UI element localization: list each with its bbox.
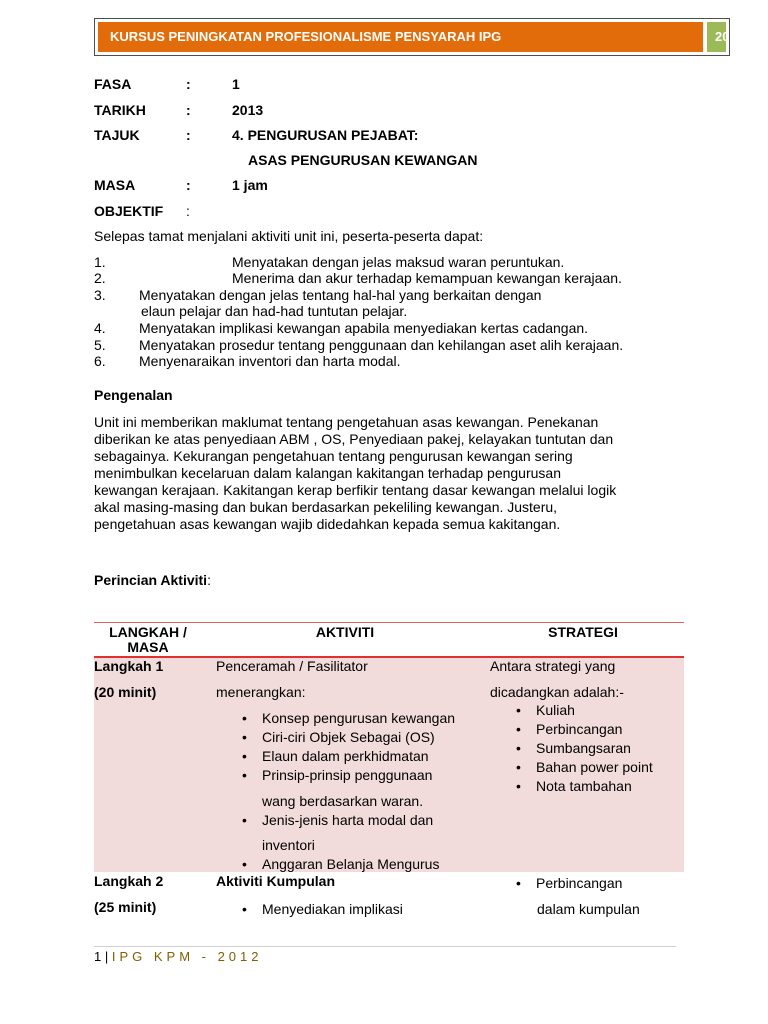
footer-divider [94,946,676,947]
objectives-intro: Selepas tamat menjalani aktiviti unit ini, peserta-peserta dapat: [94,228,484,244]
table-top-border [94,622,684,623]
list-item: • Ciri-ciri Objek Sebagai (OS) [238,728,455,747]
paragraph-line: menimbulkan kecelaruan dalam kalangan kakitangan terhadap pengurusan [94,465,561,481]
paragraph-line: diberikan ke atas penyediaan ABM , OS, Penyediaan pakej, kelayakan tuntutan dan [94,431,614,447]
list-item: • Sumbangsaran [512,739,653,758]
list-item: • Menyediakan implikasi [238,900,403,919]
row2-activity-list [238,900,403,919]
row1-strategy-line1: Antara strategi yang [490,658,616,674]
list-item: • Bahan power point [512,758,653,777]
objective-text: Menyatakan implikasi kewangan apabila menyediakan kertas cadangan. [139,320,589,336]
row1-activity-line2: menerangkan: [216,684,306,700]
objective-text-cont: elaun pelajar dan had-had tuntutan pelajar. [141,303,408,319]
header-year: 2012 [707,22,726,52]
objective-num: 2. [94,270,106,286]
row1-step: Langkah 1 [94,658,164,674]
row2-activity-title: Aktiviti Kumpulan [216,873,336,889]
row1-activity-cont: wang berdasarkan waran. [262,793,424,809]
row2-strategy-list [512,874,622,893]
objective-num: 4. [94,320,106,336]
list-item: • Perbincangan [512,720,653,739]
list-item: • Elaun dalam perkhidmatan [238,747,455,766]
page-number: 1 [94,949,102,964]
row2-strategy-cont: dalam kumpulan [537,901,640,917]
footer: 1 | IPG KPM - 2012 [94,949,263,964]
row2-step: Langkah 2 [94,873,164,889]
objective-num: 5. [94,337,106,353]
objective-num: 1. [94,254,106,270]
list-item: • Perbincangan [512,874,622,893]
pengenalan-heading: Pengenalan [94,387,173,403]
row1-activity-list-3 [238,855,439,874]
list-item: • Jenis-jenis harta modal dan [238,811,433,830]
objective-text: Menyenaraikan inventori dan harta modal. [139,353,401,369]
row2-time: (25 minit) [94,899,157,915]
list-item: • Kuliah [512,701,653,720]
perincian-heading: Perincian Aktiviti: [94,572,211,588]
paragraph-line: pengetahuan asas kewangan wajib didedahkan kepada semua kakitangan. [94,516,561,532]
row1-activity-cont: inventori [262,837,315,853]
objective-text: Menerima dan akur terhadap kemampuan kewangan kerajaan. [232,270,622,286]
list-item: • Prinsip-prinsip penggunaan [238,766,455,785]
header-langkah: LANGKAH / MASA [109,624,187,655]
row1-time: (20 minit) [94,684,157,700]
row1-strategy-line2: dicadangkan adalah:- [490,684,624,700]
list-item: • Konsep pengurusan kewangan [238,709,455,728]
header-banner [94,18,744,56]
row1-activity-list-2 [238,811,433,830]
footer-text: IPG KPM - 2012 [111,949,263,964]
row1-activity-list [238,709,455,785]
objective-num: 6. [94,353,106,369]
paragraph-line: akal masing-masing dan bukan berdasarkan pekeliling kewangan. Justeru, [94,499,558,515]
list-item: • Anggaran Belanja Mengurus [238,855,439,874]
row1-activity-line1: Penceramah / Fasilitator [216,658,368,674]
objective-num: 3. [94,287,106,303]
paragraph-line: kewangan kerajaan. Kakitangan kerap berfikir tentang dasar kewangan melalui logik [94,482,617,498]
objective-text: Menyatakan dengan jelas maksud waran peruntukan. [232,254,565,270]
header-strategi: STRATEGI [548,624,618,640]
objective-text: Menyatakan dengan jelas tentang hal-hal yang berkaitan dengan [139,287,542,303]
row1-strategy-list [512,701,653,796]
header-aktiviti: AKTIVITI [315,624,375,640]
paragraph-line: Unit ini memberikan maklumat tentang pengetahuan asas kewangan. Penekanan [94,414,599,430]
paragraph-line: sebagainya. Kekurangan pengetahuan tentang pengurusan kewangan sering [94,448,573,464]
list-item: • Nota tambahan [512,777,653,796]
pengenalan-paragraph [94,414,694,533]
course-title: KURSUS PENINGKATAN PROFESIONALISME PENSYARAH IPG [98,22,703,52]
objective-text: Menyatakan prosedur tentang penggunaan dan kehilangan aset alih kerajaan. [139,337,624,353]
